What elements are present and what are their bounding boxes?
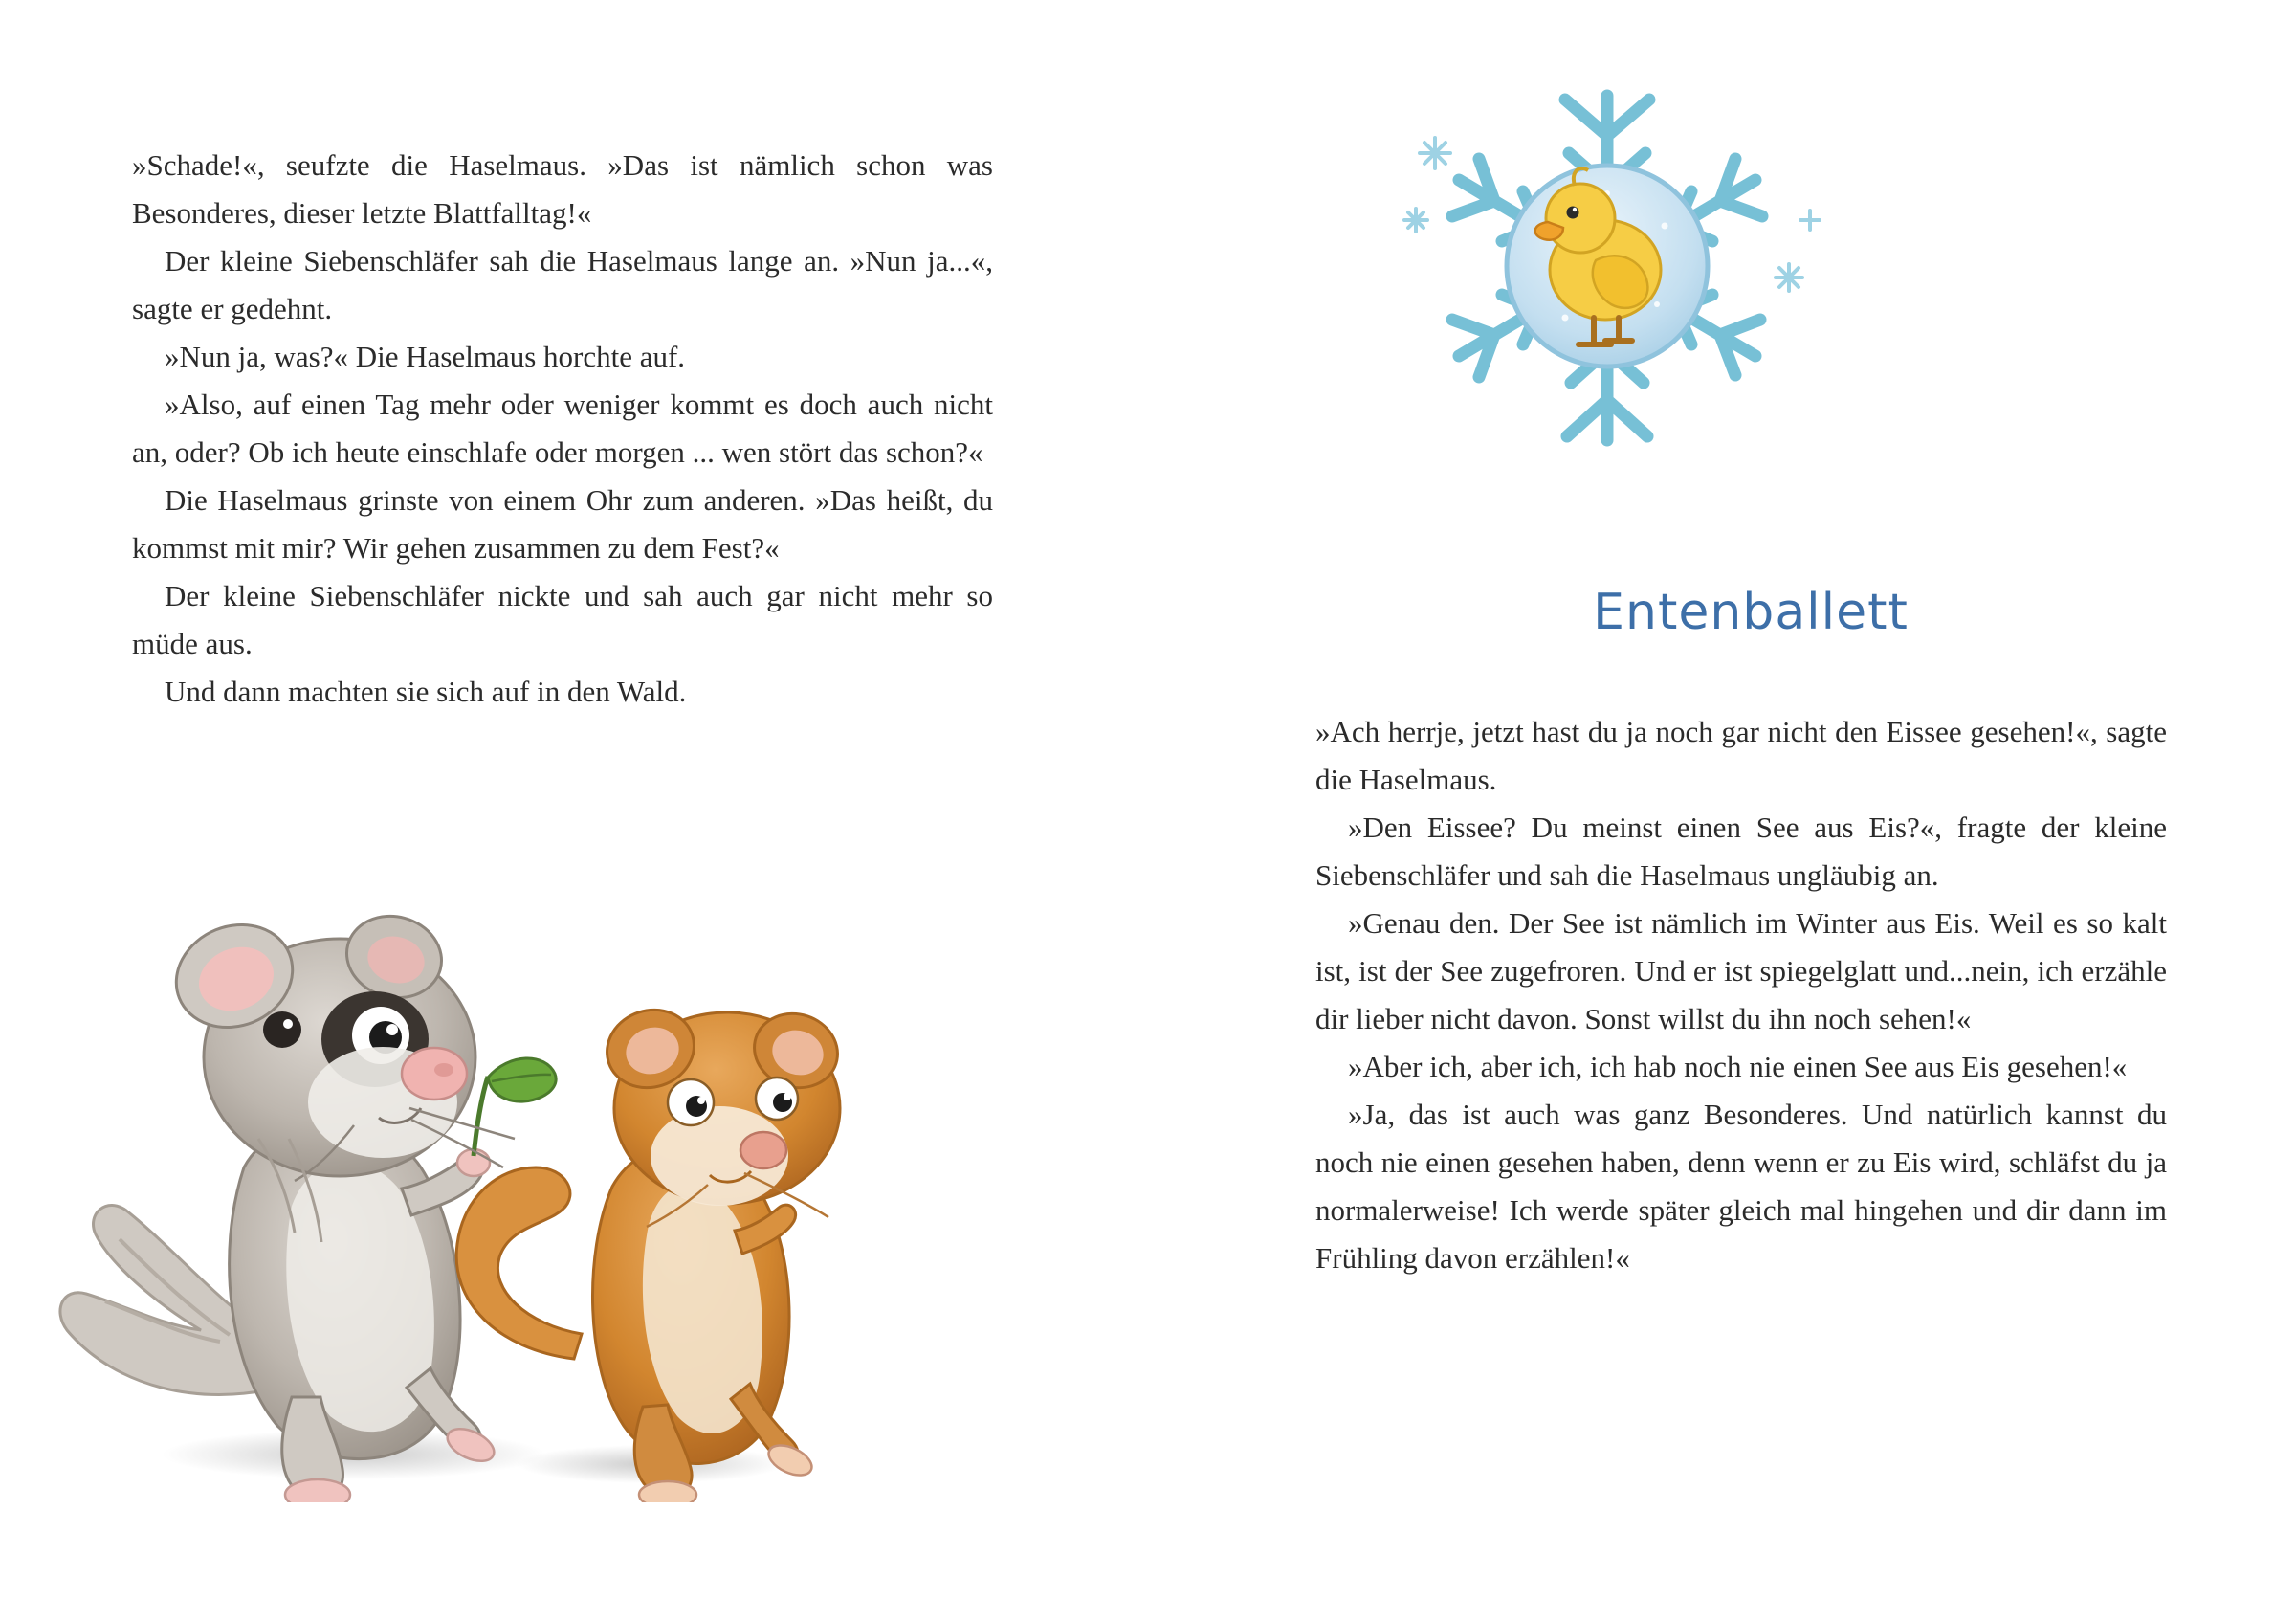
dormouse-and-hazel-mouse-illustration bbox=[38, 852, 1024, 1502]
paragraph: »Schade!«, seufzte die Haselmaus. »Das ist nämlich schon was Besonderes, dieser letzte Blattfalltag!« bbox=[132, 148, 993, 230]
right-page bbox=[1272, 0, 2296, 1622]
paragraph: »Also, auf einen Tag mehr oder weniger kommt es doch auch nicht an, oder? Ob ich heute einschlafe oder morgen ... wen stört das schon?« bbox=[132, 388, 993, 469]
chapter-title: Entenballett bbox=[1593, 583, 1909, 641]
paragraph: Der kleine Siebenschläfer sah die Haselmaus lange an. »Nun ja...«, sagte er gedehnt. bbox=[132, 244, 993, 325]
paragraph: »Den Eissee? Du meinst einen See aus Eis?«, fragte der kleine Siebenschläfer und sah die Haselmaus ungläubig an. bbox=[1315, 811, 2167, 892]
paragraph: »Ach herrje, jetzt hast du ja noch gar nicht den Eissee gesehen!«, sagte die Haselmaus. bbox=[1315, 715, 2167, 796]
paragraph: »Nun ja, was?« Die Haselmaus horchte auf. bbox=[165, 340, 686, 373]
paragraph: Und dann machten sie sich auf in den Wald. bbox=[165, 675, 687, 708]
paragraph: Die Haselmaus grinste von einem Ohr zum anderen. »Das heißt, du kommst mit mir? Wir gehen zusammen zu dem Fest?« bbox=[132, 483, 993, 565]
paragraph: »Aber ich, aber ich, ich hab noch nie einen See aus Eis gesehen!« bbox=[1348, 1050, 2128, 1083]
left-page-body-text bbox=[132, 142, 993, 716]
left-page bbox=[0, 0, 1129, 1622]
right-page-body-text bbox=[1315, 708, 2167, 1282]
paragraph: »Genau den. Der See ist nämlich im Winter aus Eis. Weil es so kalt ist, ist der See zugefroren. Und er ist spiegelglatt und...nein, ich erzähle dir lieber nicht davon. Sonst willst du ihn noch sehen!« bbox=[1315, 906, 2167, 1035]
snowflake-duck-vignette bbox=[1378, 57, 1837, 478]
paragraph: »Ja, das ist auch was ganz Besonderes. Und natürlich kannst du noch nie einen gesehen haben, denn wenn er zu Eis wird, schläfst du ja normalerweise! Ich werde später gleich mal hingehen und dir dann im Frühling davon erzählen!« bbox=[1315, 1098, 2167, 1275]
paragraph: Der kleine Siebenschläfer nickte und sah auch gar nicht mehr so müde aus. bbox=[132, 579, 993, 660]
